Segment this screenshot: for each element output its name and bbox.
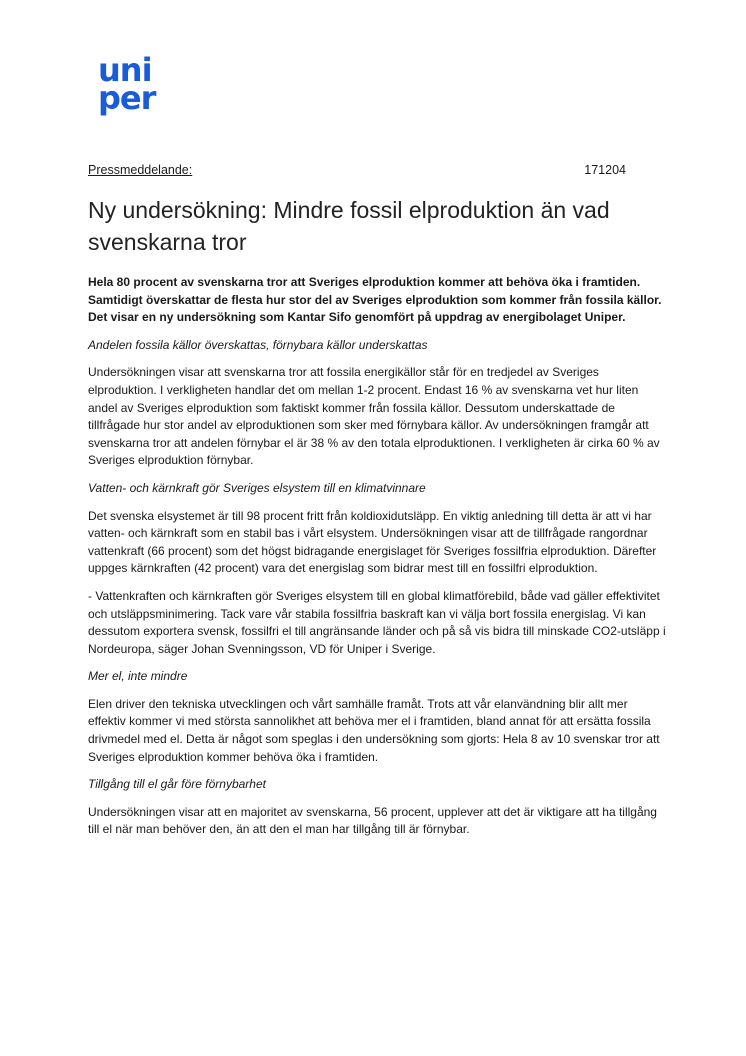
section-heading: Vatten- och kärnkraft gör Sveriges elsystem till en klimatvinnare (88, 480, 426, 495)
section-heading: Tillgång till el går före förnybarhet (88, 777, 266, 792)
press-release-label: Pressmeddelande: (88, 163, 193, 177)
article-body (88, 274, 668, 849)
logo-line-2: per (98, 79, 156, 117)
quote-paragraph: - Vattenkraften och kärnkraften gör Sveriges elsystem till en global klimatförebild, både vad gäller effektivitet och utsläppsminimering. Tack vare vår stabila fossilfria baskraft kan vi välja bort fossila energislag. Vi kan dessutom exportera svensk, fossilfri el till angränsande länder och på så vis bidra till minskade CO2-utsläpp i Nordeuropa, säger Johan Svenningsson, VD för Uniper i Sverige. (88, 588, 666, 656)
lead-paragraph: Hela 80 procent av svenskarna tror att Sveriges elproduktion kommer att behöva öka i framtiden. Samtidigt överskattar de flesta hur stor del av Sveriges elproduktion som kommer från fossila källor. Det visar en ny undersökning som Kantar Sifo genomfört på uppdrag av energibolaget Uniper. (88, 275, 662, 325)
release-date: 171204 (584, 163, 626, 177)
body-paragraph: Undersökningen visar att en majoritet av svenskarna, 56 procent, upplever att det är viktigare att ha tillgång till el när man behöver den, än att den el man har tillgång till är förnybar. (88, 804, 657, 837)
body-paragraph: Undersökningen visar att svenskarna tror att fossila energikällor står för en tredjedel av Sveriges elproduktion. I verkligheten handlar det om mellan 1-2 procent. Endast 16 % av svenskarna vet hur liten andel av Sveriges elproduktion som faktiskt kommer från fossila källor. Dessutom underskattade de tillfrågade hur stor andel av elproduktionen som sker med förnybara källor. Av undersökningen framgår att svenskarna tror att andelen förnybar el är 38 % av den totala elproduktionen. I verkligheten är cirka 60 % av Sveriges elproduktion förnybar. (88, 365, 660, 468)
logo-line-1: uni (98, 51, 152, 89)
section-heading: Andelen fossila källor överskattas, förnybara källor underskattas (88, 337, 428, 352)
body-paragraph: Det svenska elsystemet är till 98 procent fritt från koldioxidutsläpp. En viktig anledning till detta är att vi har vatten- och kärnkraft som en stabil bas i vårt elsystem. Undersökningen visar att de tillfrågade rangordnar vattenkraft (66 procent) som det högst bidragande energislaget för Sveriges fossilfria elproduktion. Därefter uppges kärnkraften (42 procent) vara det energislag som bidrar mest till en fossilfri elproduktion. (88, 508, 657, 576)
section-heading: Mer el, inte mindre (88, 669, 188, 684)
body-paragraph: Elen driver den tekniska utvecklingen och vårt samhälle framåt. Trots att vår elanvändning blir allt mer effektiv kommer vi med största sannolikhet att behöva mer el i framtiden, bland annat för att ersätta fossila drivmedel med el. Detta är något som speglas i den undersökning som gjorts: Hela 8 av 10 svenskar tror att Sveriges elproduktion kommer behöva öka i framtiden. (88, 696, 660, 764)
uniper-logo (98, 51, 178, 120)
page-title: Ny undersökning: Mindre fossil elproduktion än vad svenskarna tror (88, 197, 610, 255)
